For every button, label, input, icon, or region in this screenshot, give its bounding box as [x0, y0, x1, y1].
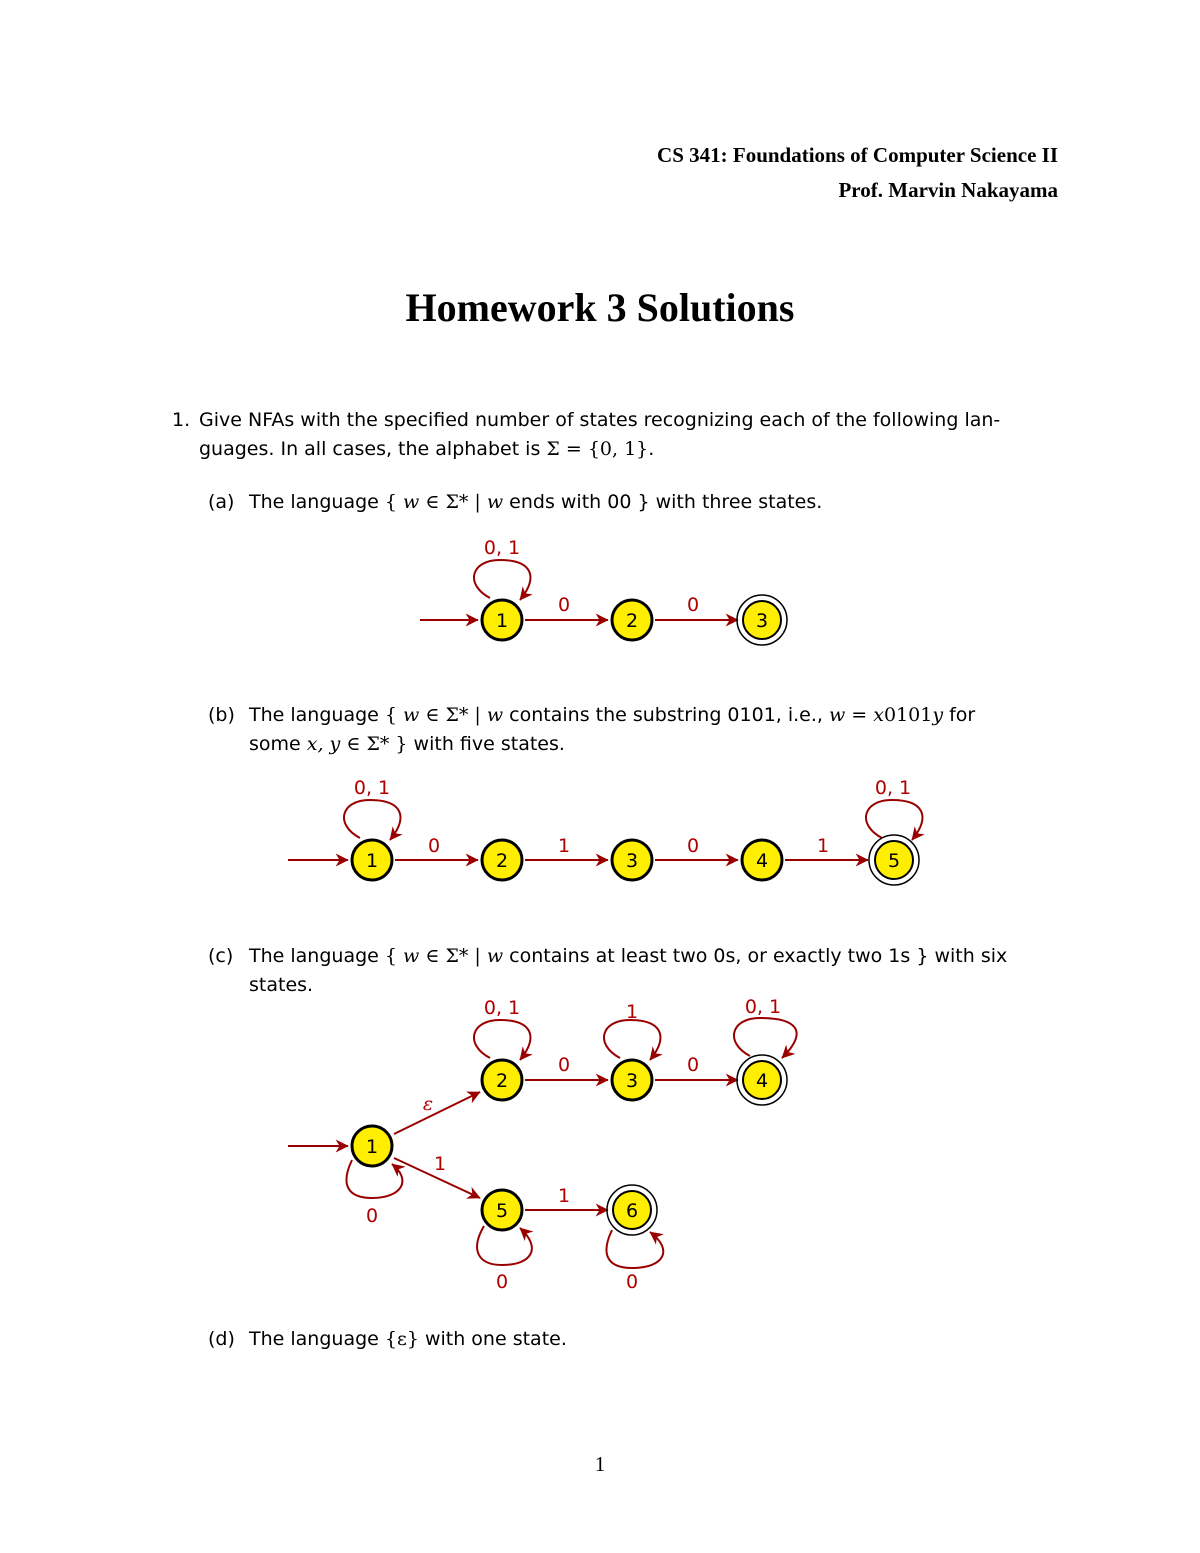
nfa-b-state-5	[869, 835, 919, 885]
nfa-c-state-5-label: 5	[495, 1200, 509, 1222]
part-b-w3: w	[829, 704, 846, 726]
nfa-c-state-1-label: 1	[365, 1136, 379, 1158]
course-title: CS 341: Foundations of Computer Science II	[657, 143, 1058, 167]
part-a-w2: w	[486, 491, 504, 513]
part-b-line2-pre: some	[249, 733, 307, 755]
part-a-cond: ends with 00 } with three states.	[503, 491, 823, 513]
part-a-label: (a)	[208, 491, 235, 513]
nfa-c-state-4	[737, 1055, 787, 1105]
nfa-a-state-1	[482, 600, 522, 640]
part-c-pre: The language	[249, 945, 385, 967]
part-b-line2-vars: x, y	[306, 733, 341, 755]
nfa-b-state-5-label: 5	[887, 850, 901, 872]
nfa-a-label-1-2: 0	[557, 594, 571, 616]
nfa-b-label-2-3: 1	[557, 835, 571, 857]
nfa-b-state-2-label: 2	[495, 850, 509, 872]
page-title: Homework 3 Solutions	[405, 285, 795, 330]
nfa-c-state-5	[482, 1190, 522, 1230]
nfa-b-state-1	[352, 840, 392, 880]
nfa-a-state-1-label: 1	[495, 610, 509, 632]
nfa-c-edge-labels	[366, 996, 781, 1293]
part-b-x: x	[873, 704, 884, 726]
part-b-cond: contains the substring 0101, i.e.,	[503, 704, 829, 726]
part-c-brace: {	[384, 945, 404, 967]
nfa-c-loop-3-label: 1	[625, 1001, 639, 1023]
part-c-text-line2: states.	[249, 974, 314, 996]
part-b-line2-post: with five states.	[407, 733, 565, 755]
part-a-w1: w	[403, 491, 420, 513]
nfa-c-loop-6-label: 0	[625, 1271, 639, 1293]
nfa-c-state-1	[352, 1126, 392, 1166]
page-number: 1	[594, 1452, 606, 1476]
nfa-a-loop-1	[474, 560, 530, 600]
professor-name: Prof. Marvin Nakayama	[838, 178, 1058, 202]
nfa-c-label-1-2-epsilon: ε	[422, 1093, 434, 1115]
part-c-sigma: ∈ Σ* |	[419, 945, 487, 967]
problem-text-line2-post: .	[648, 438, 655, 460]
part-b-label: (b)	[208, 704, 235, 726]
part-b-w2: w	[486, 704, 504, 726]
nfa-c-loop-5	[477, 1226, 532, 1265]
nfa-c-loop-1-label: 0	[365, 1205, 379, 1227]
nfa-c-loop-2-label: 0, 1	[483, 997, 521, 1019]
part-b-pre: The language	[249, 704, 385, 726]
nfa-a-loop-label: 0, 1	[483, 537, 521, 559]
part-b-tail: for	[943, 704, 976, 726]
nfa-a-state-2	[612, 600, 652, 640]
nfa-c-state-4-label: 4	[755, 1070, 769, 1092]
nfa-c-state-6-label: 6	[625, 1200, 639, 1222]
nfa-c-loop-4-label: 0, 1	[744, 996, 782, 1018]
nfa-b-state-3	[612, 840, 652, 880]
part-a-pre: The language	[249, 491, 385, 513]
nfa-a-state-3	[737, 595, 787, 645]
nfa-b-loop-1-label: 0, 1	[353, 777, 391, 799]
nfa-b-loop-5-label: 0, 1	[874, 777, 912, 799]
part-b-mid: 0101	[883, 704, 933, 726]
problem-text-line2-pre: guages. In all cases, the alphabet is	[199, 438, 547, 460]
nfa-c-loop-3	[604, 1020, 660, 1060]
nfa-b-label-4-5: 1	[816, 835, 830, 857]
nfa-b-state-2	[482, 840, 522, 880]
part-b-brace: {	[384, 704, 404, 726]
nfa-c-state-2	[482, 1060, 522, 1100]
nfa-c-state-3-label: 3	[625, 1070, 639, 1092]
nfa-c-state-2-label: 2	[495, 1070, 509, 1092]
nfa-c-loop-5-label: 0	[495, 1271, 509, 1293]
nfa-a-state-3-label: 3	[755, 610, 769, 632]
nfa-c-state-6	[607, 1185, 657, 1235]
nfa-c-state-3	[612, 1060, 652, 1100]
problem-number: 1.	[172, 409, 191, 431]
nfa-b-label-3-4: 0	[686, 835, 700, 857]
part-b-eq: =	[845, 704, 874, 726]
nfa-b-label-1-2: 0	[427, 835, 441, 857]
part-c-cond: contains at least two 0s, or exactly two 1s } with six	[503, 945, 1008, 967]
nfa-c-states	[352, 1055, 787, 1235]
nfa-c-label-1-5: 1	[433, 1153, 447, 1175]
part-c-label: (c)	[208, 945, 234, 967]
nfa-b-state-3-label: 3	[625, 850, 639, 872]
nfa-c-loop-2	[474, 1020, 530, 1060]
part-c-w2: w	[486, 945, 504, 967]
nfa-c-loop-4	[734, 1018, 797, 1058]
part-d-post: with one state.	[418, 1328, 567, 1350]
part-d-set: {ε}	[384, 1328, 419, 1350]
nfa-c-label-5-6: 1	[557, 1185, 571, 1207]
nfa-b-state-4-label: 4	[755, 850, 769, 872]
part-b-w1: w	[403, 704, 420, 726]
nfa-c-loop-6	[606, 1230, 663, 1268]
part-b-sigma: ∈ Σ* |	[419, 704, 487, 726]
nfa-a-label-2-3: 0	[686, 594, 700, 616]
nfa-a-state-2-label: 2	[625, 610, 639, 632]
nfa-c-label-3-4: 0	[686, 1054, 700, 1076]
part-d-pre: The language	[249, 1328, 385, 1350]
part-a-brace: {	[384, 491, 404, 513]
nfa-b-loop-5	[866, 800, 922, 840]
part-a-sigma: ∈ Σ* |	[419, 491, 487, 513]
problem-text-line1: Give NFAs with the specified number of states recognizing each of the following lan-	[199, 409, 1001, 431]
nfa-b-state-1-label: 1	[365, 850, 379, 872]
nfa-b-state-4	[742, 840, 782, 880]
part-d-label: (d)	[208, 1328, 235, 1350]
part-b-y: y	[932, 704, 944, 726]
part-c-w1: w	[403, 945, 420, 967]
nfa-c-edge-1-2	[394, 1092, 480, 1134]
alphabet-definition: Σ = {0, 1}	[546, 438, 649, 460]
nfa-c-label-2-3: 0	[557, 1054, 571, 1076]
part-b-line2-in: ∈ Σ* }	[340, 733, 408, 755]
nfa-b-loop-1	[344, 800, 400, 840]
